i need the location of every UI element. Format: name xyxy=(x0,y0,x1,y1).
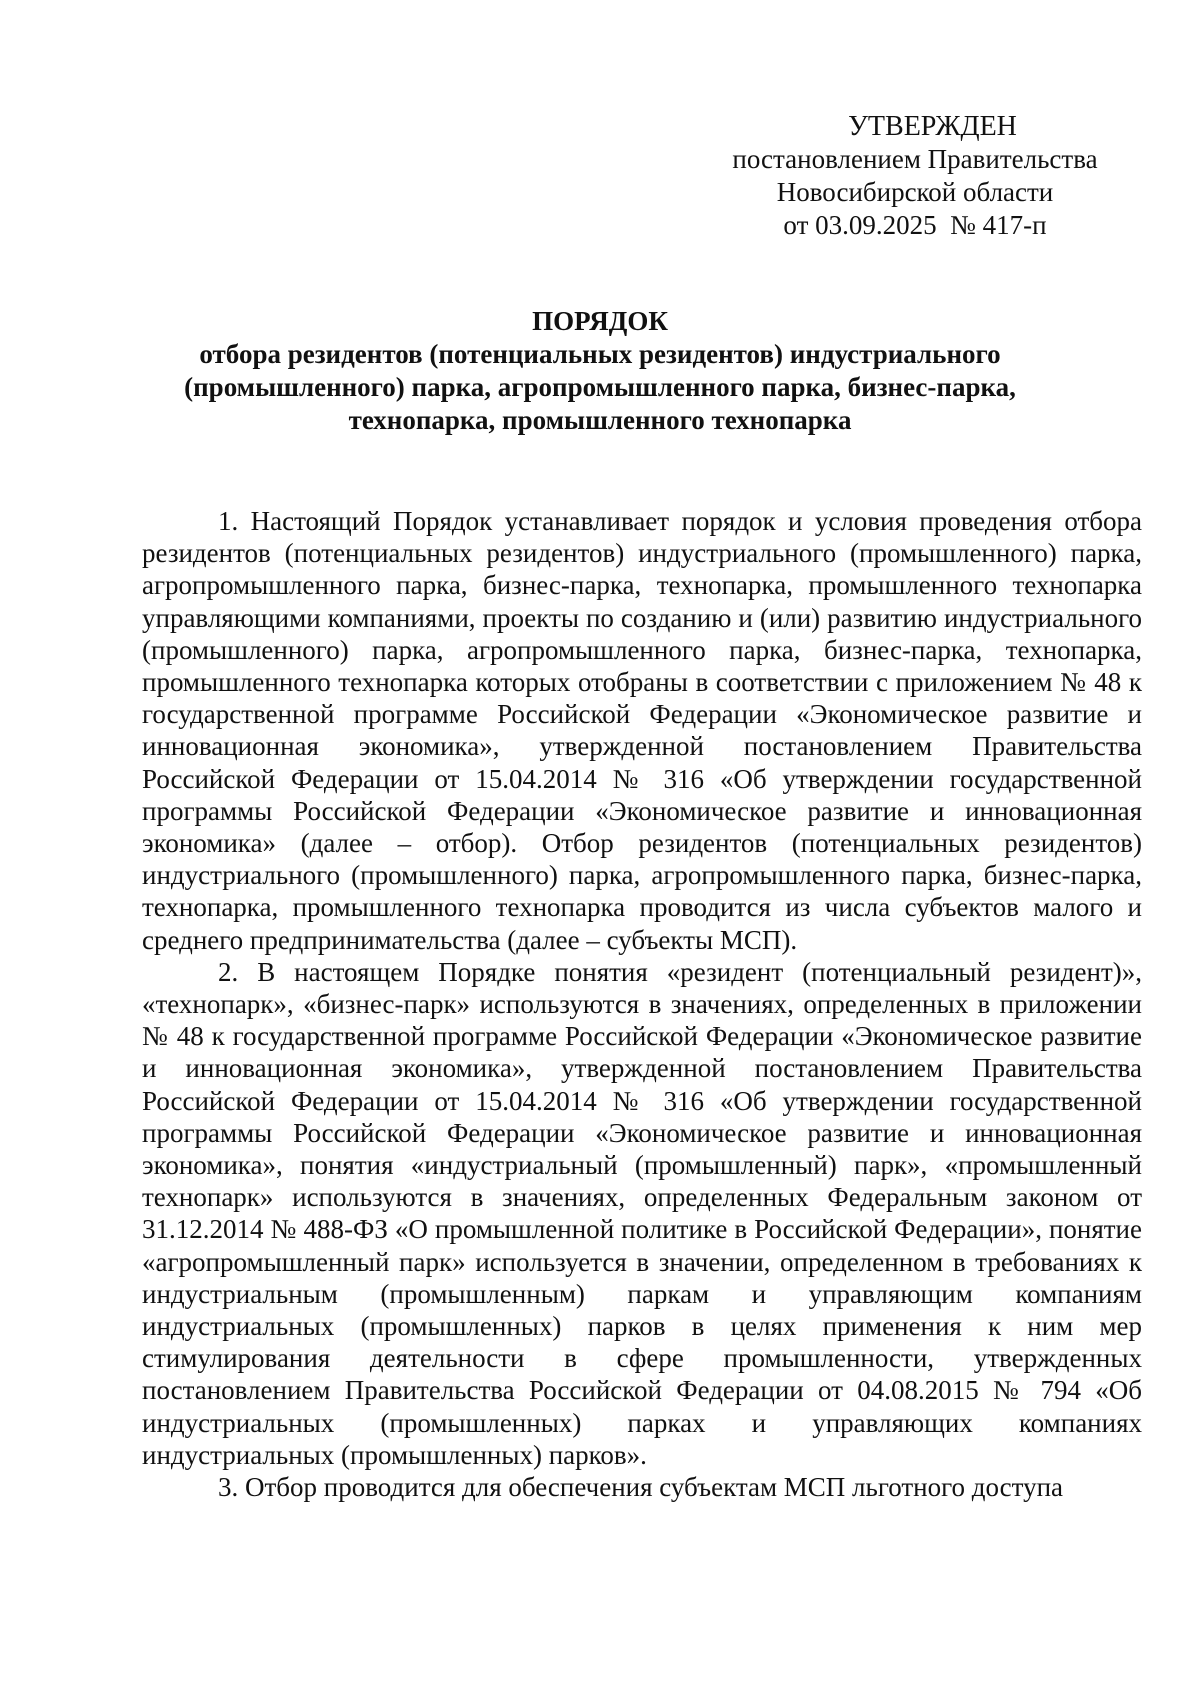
document-heading xyxy=(130,305,1070,437)
approval-stamp xyxy=(700,110,1130,242)
approval-title: УТВЕРЖДЕН xyxy=(848,111,1017,142)
paragraph-3: 3. Отбор проводится для обеспечения субъектам МСП льготного доступа xyxy=(218,1472,1064,1503)
paragraph-1: 1. Настоящий Порядок устанавливает порядок и условия проведения отбора резидентов (потенциальных резидентов) индустриального (промышленного) парка, агропромышленного парка, бизнес-парка, технопарка, промышленного технопарка управляющими компаниями, проекты по созданию и (или) развитию индустриального (промышленного) парка, агропромышленного парка, бизнес-парка, технопарка, промышленного технопарка которых отобраны в соответствии с приложением № 48 к государственной программе Российской Федерации «Экономическое развитие и инновационная экономика», утвержденной постановлением Правительства Российской Федерации от 15.04.2014 № 316 «Об утверждении государственной программы Российской Федерации «Экономическое развитие и инновационная экономика» (далее – отбор). Отбор резидентов (потенциальных резидентов) индустриального (промышленного) парка, агропромышленного парка, бизнес-парка, технопарка, промышленного технопарка проводится из числа субъектов малого и среднего предпринимательства (далее – субъекты МСП). xyxy=(142,506,1142,955)
document-subtitle-line: отбора резидентов (потенциальных резидентов) индустриального xyxy=(199,339,1001,369)
approval-date-number: от 03.09.2025 № 417-п xyxy=(783,210,1047,240)
approval-line: Новосибирской области xyxy=(776,177,1054,207)
approval-line: постановлением Правительства xyxy=(732,144,1098,174)
paragraph-2: 2. В настоящем Порядке понятия «резидент (потенциальный резидент)», «технопарк», «бизнес-парк» используются в значениях, определенных в приложении № 48 к государственной программе Российской Федерации «Экономическое развитие и инновационная экономика», утвержденной постановлением Правительства Российской Федерации от 15.04.2014 № 316 «Об утверждении государственной программы Российской Федерации «Экономическое развитие и инновационная экономика», понятия «индустриальный (промышленный) парк», «промышленный технопарк» используются в значениях, определенных Федеральным законом от 31.12.2014 № 488-ФЗ «О промышленной политике в Российской Федерации», понятие «агропромышленный парк» используется в значении, определенном в требованиях к индустриальным (промышленным) паркам и управляющим компаниям индустриальных (промышленных) парков в целях применения к ним мер стимулирования деятельности в сфере промышленности, утвержденных постановлением Правительства Российской Федерации от 04.08.2015 № 794 «Об индустриальных (промышленных) парках и управляющих компаниях индустриальных (промышленных) парков». xyxy=(142,956,1142,1470)
document-title: ПОРЯДОК xyxy=(532,306,668,336)
document-body xyxy=(142,505,1142,1503)
document-subtitle-line: технопарка, промышленного технопарка xyxy=(348,405,852,435)
document-subtitle-line: (промышленного) парка, агропромышленного парка, бизнес-парка, xyxy=(184,372,1016,402)
